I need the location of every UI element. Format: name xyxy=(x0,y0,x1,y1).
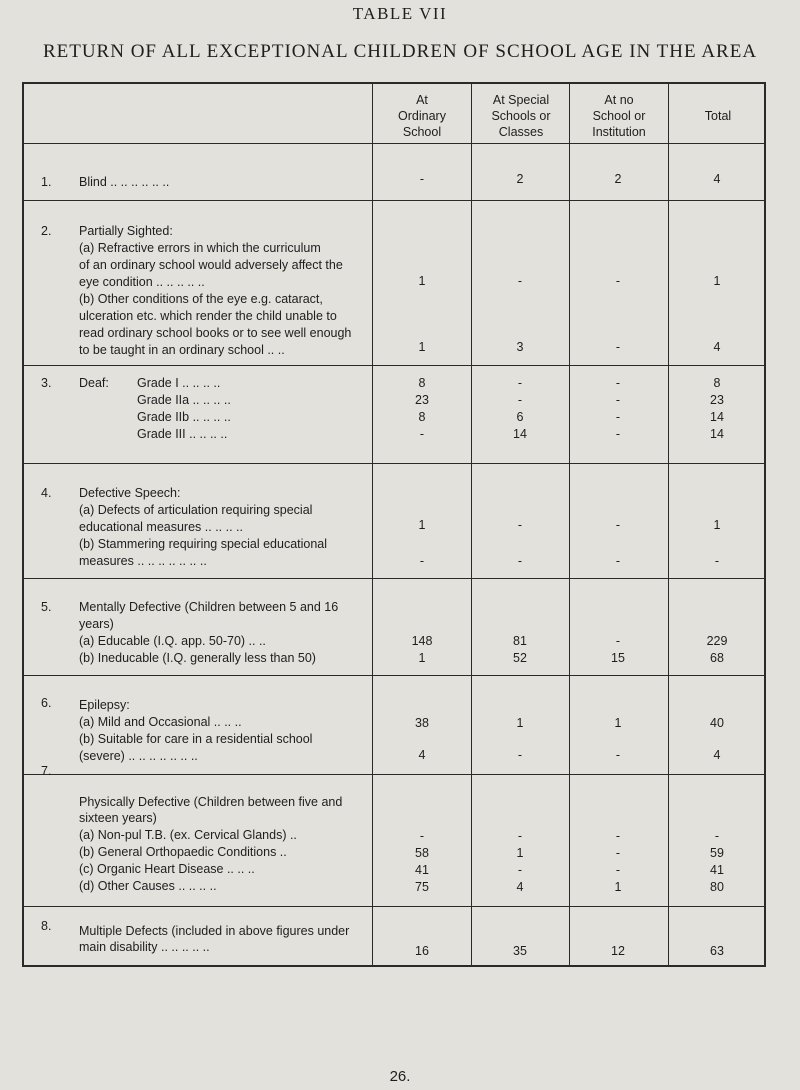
cell-value: 14 xyxy=(710,427,724,441)
row-number: 5. xyxy=(41,600,52,614)
col-header-line: Ordinary xyxy=(398,109,446,123)
row-text: educational measures .. .. .. .. xyxy=(79,520,243,534)
row-text: (d) Other Causes .. .. .. .. xyxy=(79,879,217,893)
col-header-line: At Special xyxy=(492,93,550,107)
cell-value: - xyxy=(615,274,621,288)
data-table xyxy=(22,82,766,967)
cell-value: - xyxy=(419,829,425,843)
row-text: (a) Refractive errors in which the curriculum xyxy=(79,241,321,255)
row-number: 2. xyxy=(41,224,52,238)
cell-value: 4 xyxy=(713,748,721,762)
row-number: 1. xyxy=(41,175,52,189)
cell-value: - xyxy=(714,829,720,843)
row-text: Epilepsy: xyxy=(79,698,130,712)
grade-label: Grade I .. .. .. .. xyxy=(137,376,221,390)
cell-value: - xyxy=(615,410,621,424)
col-header-line: Schools or xyxy=(491,109,551,123)
cell-value: - xyxy=(615,340,621,354)
cell-value: - xyxy=(517,518,523,532)
cell-value: 14 xyxy=(710,410,724,424)
cell-value: - xyxy=(615,829,621,843)
row-text: Defective Speech: xyxy=(79,486,181,500)
row-text: years) xyxy=(79,617,114,631)
row-divider xyxy=(24,200,764,201)
cell-value: - xyxy=(517,748,523,762)
cell-value: - xyxy=(615,863,621,877)
row-text: Physically Defective (Children between five and xyxy=(79,795,343,809)
cell-value: 4 xyxy=(713,340,721,354)
row-number: 7. xyxy=(41,764,52,778)
cell-value: - xyxy=(615,846,621,860)
cell-value: - xyxy=(615,554,621,568)
cell-value: 2 xyxy=(516,172,524,186)
col-header-line: School or xyxy=(592,109,646,123)
cell-value: - xyxy=(517,393,523,407)
col-header-ordinary xyxy=(374,92,470,140)
cell-value: 1 xyxy=(418,340,426,354)
row-number: 6. xyxy=(41,696,52,710)
cell-value: 63 xyxy=(710,944,724,958)
page-number: 26. xyxy=(389,1068,411,1085)
cell-value: 81 xyxy=(513,634,527,648)
cell-value: 1 xyxy=(516,716,524,730)
col-header-no-school xyxy=(571,92,667,140)
col-header-special xyxy=(473,92,569,140)
cell-value: 2 xyxy=(614,172,622,186)
cell-value: - xyxy=(615,634,621,648)
col-header-line: At no xyxy=(604,93,634,107)
row-text: (b) Stammering requiring special educational xyxy=(79,537,328,551)
row-number: 8. xyxy=(41,919,52,933)
cell-value: 1 xyxy=(418,274,426,288)
cell-value: 14 xyxy=(513,427,527,441)
row-text: (b) Ineducable (I.Q. generally less than 50) xyxy=(79,651,316,665)
row-text: (c) Organic Heart Disease .. .. .. xyxy=(79,862,255,876)
cell-value: - xyxy=(517,274,523,288)
cell-value: 58 xyxy=(415,846,429,860)
row-divider xyxy=(24,365,764,366)
cell-value: - xyxy=(615,376,621,390)
grade-label: Grade IIa .. .. .. .. xyxy=(137,393,231,407)
cell-value: - xyxy=(615,518,621,532)
col-header-line: Total xyxy=(704,109,732,123)
cell-value: 75 xyxy=(415,880,429,894)
cell-value: - xyxy=(419,554,425,568)
cell-value: 8 xyxy=(713,376,721,390)
cell-value: 41 xyxy=(415,863,429,877)
col-header-line: School xyxy=(402,125,442,139)
row-text: to be taught in an ordinary school .. .. xyxy=(79,343,285,357)
col-header-line: Institution xyxy=(592,125,646,139)
cell-value: 16 xyxy=(415,944,429,958)
row-number: 3. xyxy=(41,376,52,390)
row-divider xyxy=(24,774,764,775)
cell-value: 1 xyxy=(614,716,622,730)
cell-value: - xyxy=(517,829,523,843)
cell-value: 1 xyxy=(713,274,721,288)
cell-value: 68 xyxy=(710,651,724,665)
cell-value: 41 xyxy=(710,863,724,877)
row-text: Partially Sighted: xyxy=(79,224,173,238)
cell-value: - xyxy=(714,554,720,568)
cell-value: 8 xyxy=(418,410,426,424)
col-header-line: Classes xyxy=(498,125,544,139)
col-divider xyxy=(569,84,570,965)
cell-value: 6 xyxy=(516,410,524,424)
row-text: (a) Defects of articulation requiring special xyxy=(79,503,313,517)
col-divider xyxy=(471,84,472,965)
row-text: (a) Non-pul T.B. (ex. Cervical Glands) .. xyxy=(79,828,297,842)
row-text: (b) Other conditions of the eye e.g. cataract, xyxy=(79,292,323,306)
cell-value: 59 xyxy=(710,846,724,860)
row-label: Blind .. .. .. .. .. .. xyxy=(79,175,170,189)
cell-value: - xyxy=(419,172,425,186)
cell-value: 1 xyxy=(418,651,426,665)
col-divider xyxy=(372,84,373,965)
cell-value: 52 xyxy=(513,651,527,665)
row-text: sixteen years) xyxy=(79,811,157,825)
row-divider xyxy=(24,906,764,907)
cell-value: 1 xyxy=(614,880,622,894)
row-text: (b) Suitable for care in a residential school xyxy=(79,732,313,746)
table-number: TABLE VII xyxy=(352,4,448,23)
table-title: RETURN OF ALL EXCEPTIONAL CHILDREN OF SCHOOL AGE IN THE AREA xyxy=(42,41,758,62)
cell-value: 15 xyxy=(611,651,625,665)
row-number: 4. xyxy=(41,486,52,500)
cell-value: 8 xyxy=(418,376,426,390)
grade-label: Grade III .. .. .. .. xyxy=(137,427,228,441)
cell-value: 4 xyxy=(516,880,524,894)
row-divider xyxy=(24,143,764,144)
cell-value: 1 xyxy=(516,846,524,860)
row-text: ulceration etc. which render the child unable to xyxy=(79,309,337,323)
cell-value: - xyxy=(517,376,523,390)
row-text: (a) Educable (I.Q. app. 50-70) .. .. xyxy=(79,634,266,648)
row-divider xyxy=(24,463,764,464)
cell-value: - xyxy=(419,427,425,441)
cell-value: 148 xyxy=(411,634,433,648)
cell-value: 38 xyxy=(415,716,429,730)
col-divider xyxy=(668,84,669,965)
cell-value: - xyxy=(517,554,523,568)
row-text: Mentally Defective (Children between 5 and 16 xyxy=(79,600,339,614)
row-divider xyxy=(24,578,764,579)
row-text: read ordinary school books or to see well enough xyxy=(79,326,352,340)
row-divider xyxy=(24,675,764,676)
grade-label: Grade IIb .. .. .. .. xyxy=(137,410,231,424)
row-label: Deaf: xyxy=(79,376,109,390)
cell-value: - xyxy=(517,863,523,877)
cell-value: - xyxy=(615,427,621,441)
row-text: eye condition .. .. .. .. .. xyxy=(79,275,205,289)
cell-value: 12 xyxy=(611,944,625,958)
cell-value: - xyxy=(615,393,621,407)
col-header-total xyxy=(670,108,766,124)
cell-value: 229 xyxy=(706,634,728,648)
row-text: (a) Mild and Occasional .. .. .. xyxy=(79,715,242,729)
cell-value: 4 xyxy=(418,748,426,762)
cell-value: 23 xyxy=(710,393,724,407)
cell-value: - xyxy=(615,748,621,762)
col-header-line: At xyxy=(416,93,428,107)
row-text: measures .. .. .. .. .. .. .. xyxy=(79,554,207,568)
row-text: main disability .. .. .. .. .. xyxy=(79,940,210,954)
row-text: (severe) .. .. .. .. .. .. .. xyxy=(79,749,198,763)
cell-value: 35 xyxy=(513,944,527,958)
cell-value: 3 xyxy=(516,340,524,354)
row-text: of an ordinary school would adversely affect the xyxy=(79,258,343,272)
cell-value: 80 xyxy=(710,880,724,894)
row-text: Multiple Defects (included in above figures under xyxy=(79,924,350,938)
cell-value: 4 xyxy=(713,172,721,186)
cell-value: 1 xyxy=(418,518,426,532)
row-text: (b) General Orthopaedic Conditions .. xyxy=(79,845,287,859)
cell-value: 1 xyxy=(713,518,721,532)
cell-value: 40 xyxy=(710,716,724,730)
cell-value: 23 xyxy=(415,393,429,407)
